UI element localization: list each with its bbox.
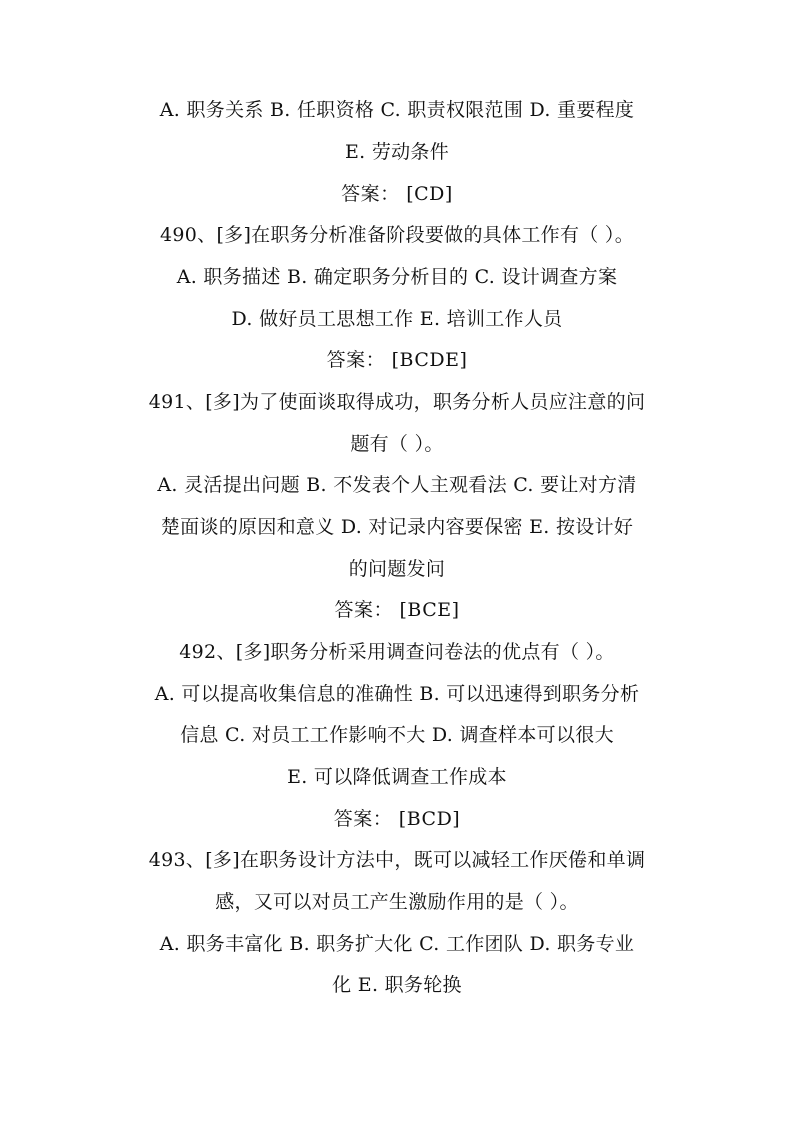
q492-options-line-2: 信息 C. 对员工工作影响不大 D. 调查样本可以很大: [180, 724, 614, 746]
q491-question-line-2: 题有（ ）。: [350, 433, 444, 455]
q491-answer: 答案： [BCE]: [334, 599, 460, 621]
q493-options-line-1: A. 职务丰富化 B. 职务扩大化 C. 工作团队 D. 职务专业: [159, 933, 635, 955]
q491-question-line-1: 491、[多]为了使面谈取得成功，职务分析人员应注意的问: [148, 391, 646, 413]
q490-question: 490、[多]在职务分析准备阶段要做的具体工作有（ ）。: [159, 224, 635, 246]
q491-options-line-2: 楚面谈的原因和意义 D. 对记录内容要保密 E. 按设计好: [160, 516, 634, 538]
q491-options-line-3: 的问题发问: [348, 558, 446, 580]
q493-options-line-2: 化 E. 职务轮换: [332, 974, 462, 996]
q490-options-line-2: D. 做好员工思想工作 E. 培训工作人员: [231, 308, 563, 330]
q493-question-line-1: 493、[多]在职务设计方法中，既可以减轻工作厌倦和单调: [148, 849, 646, 871]
q492-answer: 答案： [BCD]: [333, 808, 461, 830]
q491-options-line-1: A. 灵活提出问题 B. 不发表个人主观看法 C. 要让对方清: [157, 474, 637, 496]
q490-answer: 答案： [BCDE]: [326, 349, 468, 371]
q492-options-line-3: E. 可以降低调查工作成本: [287, 766, 507, 788]
q489-options-line-1: A. 职务关系 B. 任职资格 C. 职责权限范围 D. 重要程度: [159, 99, 635, 121]
q492-options-line-1: A. 可以提高收集信息的准确性 B. 可以迅速得到职务分析: [154, 683, 640, 705]
q493-question-line-2: 感，又可以对员工产生激励作用的是（ ）。: [215, 891, 579, 913]
q492-question: 492、[多]职务分析采用调查问卷法的优点有（ ）。: [179, 641, 615, 663]
q490-options-line-1: A. 职务描述 B. 确定职务分析目的 C. 设计调查方案: [176, 266, 618, 288]
q489-options-line-2: E. 劳动条件: [344, 141, 450, 163]
q489-answer: 答案： [CD]: [341, 183, 453, 205]
